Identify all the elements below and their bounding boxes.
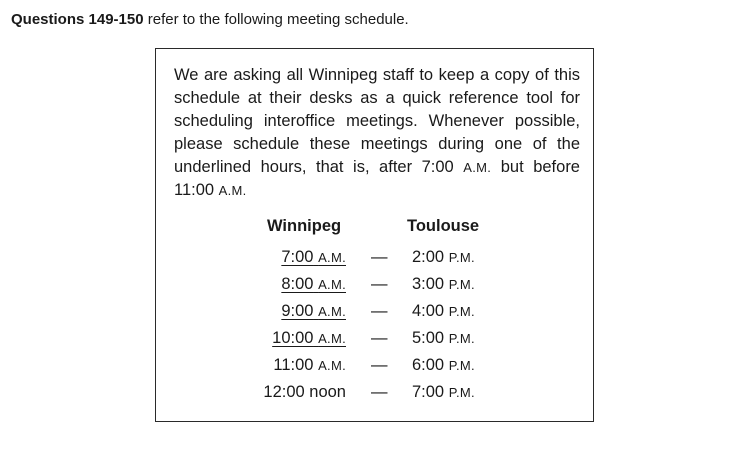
winnipeg-period: A.M.: [318, 277, 346, 292]
schedule-row: [156, 246, 593, 273]
notice-am-1: A.M.: [463, 160, 492, 175]
question-intro: refer to the following meeting schedule.: [147, 11, 409, 28]
winnipeg-time: [281, 300, 346, 323]
toulouse-time: [412, 327, 475, 350]
toulouse-hour: 3:00: [412, 275, 445, 293]
schedule-row: [156, 300, 593, 327]
schedule-box: [155, 48, 594, 422]
winnipeg-hour: 10:00: [272, 329, 314, 347]
toulouse-period: P.M.: [448, 304, 475, 319]
toulouse-hour: 4:00: [412, 302, 445, 320]
toulouse-time: [412, 381, 475, 404]
notice-body: We are asking all Winnipeg staff to keep a copy of this schedule at their desks as a quick reference tool for scheduling interoffice meetings. Whenever possible, please schedule these meetings during one of the underlined hours, that is, after 7:00: [174, 66, 580, 176]
question-header: [11, 10, 409, 30]
notice-am-2: A.M.: [218, 183, 247, 198]
column-header-winnipeg: Winnipeg: [267, 217, 342, 235]
winnipeg-period: A.M.: [318, 358, 346, 373]
toulouse-hour: 2:00: [412, 248, 445, 266]
toulouse-hour: 6:00: [412, 356, 445, 374]
schedule-row: [156, 273, 593, 300]
toulouse-period: P.M.: [448, 331, 475, 346]
toulouse-period: P.M.: [448, 358, 475, 373]
winnipeg-hour: 9:00: [281, 302, 314, 320]
winnipeg-period: noon: [309, 383, 346, 401]
schedule-row: [156, 354, 593, 381]
notice-paragraph: [174, 64, 580, 202]
time-separator: —: [371, 275, 388, 293]
time-separator: —: [371, 329, 388, 347]
winnipeg-hour: 7:00: [281, 248, 314, 266]
time-separator: —: [371, 383, 388, 401]
winnipeg-period: A.M.: [318, 331, 346, 346]
toulouse-time: [412, 354, 475, 377]
toulouse-period: P.M.: [448, 385, 475, 400]
column-header-toulouse: Toulouse: [407, 217, 480, 235]
winnipeg-time: [272, 327, 346, 350]
toulouse-period: P.M.: [448, 277, 475, 292]
toulouse-hour: 7:00: [412, 383, 445, 401]
winnipeg-time: [281, 273, 346, 296]
question-range: Questions 149-150: [11, 11, 144, 28]
winnipeg-time: [263, 381, 346, 403]
winnipeg-hour: 11:00: [273, 356, 314, 374]
toulouse-time: [412, 246, 475, 269]
schedule-row: [156, 381, 593, 408]
time-separator: —: [371, 302, 388, 320]
toulouse-time: [412, 300, 475, 323]
notice-middle: but before 11:00: [174, 158, 580, 199]
winnipeg-period: A.M.: [318, 250, 346, 265]
winnipeg-period: A.M.: [318, 304, 346, 319]
winnipeg-hour: 12:00: [263, 383, 305, 401]
winnipeg-time: [273, 354, 346, 377]
time-separator: —: [371, 248, 388, 266]
toulouse-time: [412, 273, 475, 296]
winnipeg-time: [281, 246, 346, 269]
schedule-row: [156, 327, 593, 354]
schedule-rows: [156, 246, 593, 408]
winnipeg-hour: 8:00: [281, 275, 314, 293]
toulouse-hour: 5:00: [412, 329, 445, 347]
toulouse-period: P.M.: [448, 250, 475, 265]
time-separator: —: [371, 356, 388, 374]
